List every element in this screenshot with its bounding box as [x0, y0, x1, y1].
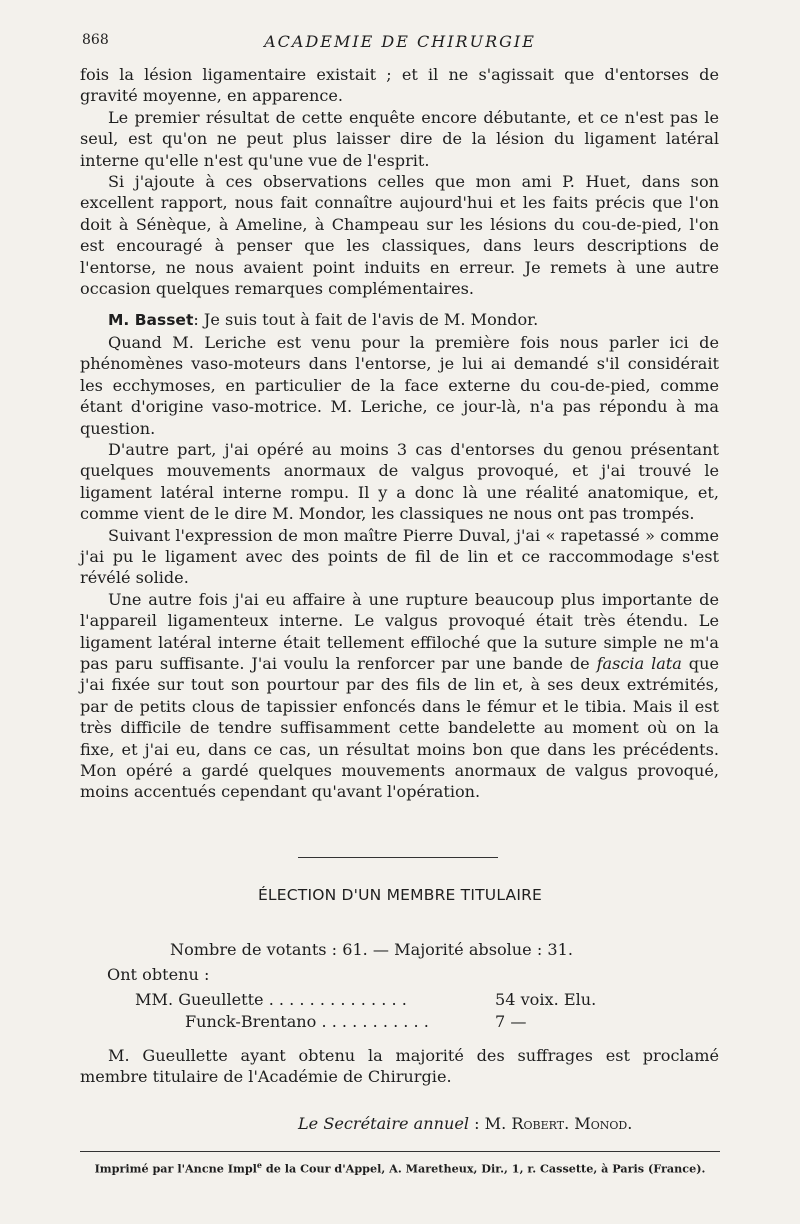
candidate-votes: 54 voix. Elu.	[495, 990, 597, 1009]
candidate-votes: 7 —	[495, 1012, 527, 1031]
footer-rule	[80, 1151, 720, 1152]
page-number: 868	[82, 32, 109, 48]
section-divider	[298, 857, 498, 858]
speaker-paragraph	[80, 309, 719, 331]
speaker-statement: Je suis tout à fait de l'avis de M. Mondor.	[203, 310, 539, 330]
paragraph: fois la lésion ligamentaire existait ; et il ne s'agissait que d'entorses de gravité moyenne, en apparence.	[80, 65, 719, 106]
section-heading: ÉLECTION D'UN MEMBRE TITULAIRE	[257, 886, 543, 904]
paragraph: Suivant l'expression de mon maître Pierre Duval, j'ai « rapetassé » comme j'ai pu le ligament avec des points de fil de lin et ce raccommodage s'est révélé solide.	[80, 525, 719, 588]
page-header	[82, 32, 718, 54]
running-title: ACADEMIE DE CHIRURGIE	[264, 32, 536, 51]
paragraph	[80, 589, 719, 803]
signature-name: Robert. Monod.	[511, 1114, 633, 1133]
printer-imprint	[0, 1160, 800, 1176]
signature-separator: : M.	[469, 1114, 512, 1133]
candidate-name: MM. Gueullette . . . . . . . . . . . . . .	[135, 990, 407, 1009]
obtained-label: Ont obtenu :	[107, 965, 210, 984]
italic-term: fascia lata	[596, 653, 682, 673]
paragraph: Quand M. Leriche est venu pour la première fois nous parler ici de phénomènes vaso-moteurs dans l'entorse, je lui ai demandé s'il considérait les ecchymoses, en particulier de la face externe du cou-de-pied, comme étant d'origine vaso-motrice. M. Leriche, ce jour-là, n'a pas répondu à ma question.	[80, 332, 719, 438]
candidate-name: Funck-Brentano . . . . . . . . . . .	[185, 1012, 429, 1031]
speaker-colon: :	[193, 310, 204, 330]
signature-role: Le Secrétaire annuel	[298, 1114, 470, 1133]
vote-summary: Nombre de votants : 61. — Majorité absolue : 31.	[170, 940, 573, 959]
paragraph: Si j'ajoute à ces observations celles que mon ami P. Huet, dans son excellent rapport, nous fait connaître aujourd'hui et les faits précis que l'on doit à Sénèque, à Ameline, à Champeau sur les lésions du cou-de-pied, l'on est encouragé à penser que les classiques, dans leurs descriptions de l'entorse, ne nous avaient point induits en erreur. Je remets à une autre occasion quelques remarques complémentaires.	[80, 172, 719, 299]
imprint-part: de la Cour d'Appel, A. Maretheux, Dir., 1, r. Cassette, à Paris (France).	[262, 1161, 706, 1176]
signature	[298, 1114, 718, 1133]
imprint-part: Imprimé par l'Ancne Impl	[94, 1161, 257, 1176]
paragraph: M. Gueullette ayant obtenu la majorité des suffrages est proclamé membre titulaire de l'Académie de Chirurgie.	[80, 1046, 719, 1087]
paragraph-part: que j'ai fixée sur tout son pourtour par des fils de lin et, à ses deux extrémités, par de petits clous de tapissier enfoncés dans le fémur et le tibia. Mais il est très difficile de tendre suffisamment cette bandelette au moment où on la fixe, et j'ai eu, dans ce cas, un résultat moins bon que dans les précédents. Mon opéré a gardé quelques mouvements anormaux de valgus provoqué, moins accentués cependant qu'avant l'opération.	[80, 653, 719, 802]
speaker-name: M. Basset	[108, 311, 194, 330]
election-conclusion	[80, 1045, 719, 1088]
paragraph: Le premier résultat de cette enquête encore débutante, et ce n'est pas le seul, est qu'on ne peut plus laisser dire de la lésion du ligament latéral interne qu'elle n'est qu'une vue de l'esprit.	[80, 107, 719, 170]
paragraph-part: Une autre fois j'ai eu affaire à une rupture beaucoup plus importante de l'appareil ligamenteux interne. Le valgus provoqué était très étendu. Le ligament latéral interne était tellement effiloché que la suture simple ne m'a pas paru suffisante. J'ai voulu la renforcer par une bande de	[80, 589, 719, 673]
imprint-superscript: e	[256, 1160, 263, 1170]
body-text	[80, 64, 719, 803]
paragraph: D'autre part, j'ai opéré au moins 3 cas d'entorses du genou présentant quelques mouvements anormaux de valgus provoqué, et j'ai trouvé le ligament latéral interne rompu. Il y a donc là une réalité anatomique, et, comme vient de le dire M. Mondor, les classiques ne nous ont pas trompés.	[80, 439, 719, 524]
